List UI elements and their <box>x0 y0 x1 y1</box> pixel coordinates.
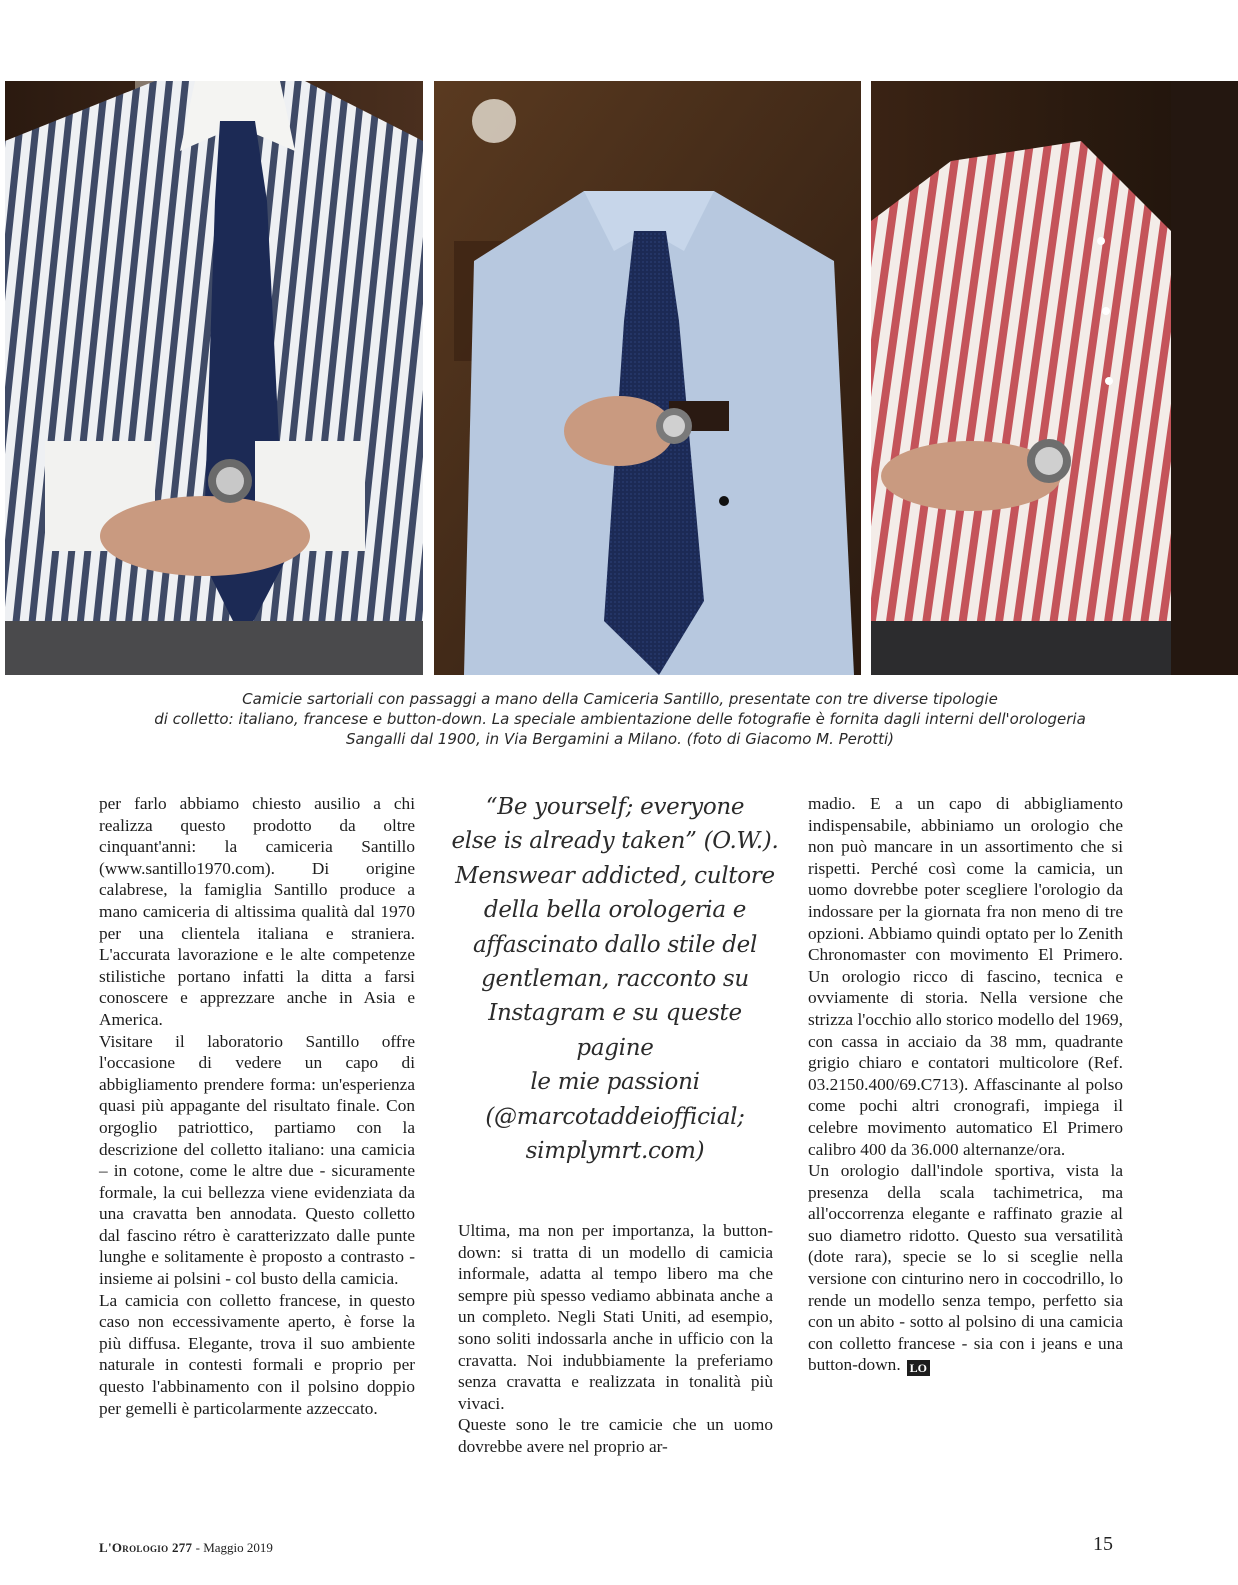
caption-line: di colletto: italiano, francese e button-down. La speciale ambientazione delle fotografie è fornita dagli interni dell'orologeria <box>154 710 1086 728</box>
end-of-article-mark: LO <box>907 1360 930 1376</box>
quote-line: Instagram e su queste pagine <box>488 1000 742 1061</box>
issue-date: Maggio 2019 <box>203 1540 273 1555</box>
paragraph: La camicia con colletto francese, in questo caso non eccessivamente aperto, è forse la più diffusa. Elegante, trova il suo ambiente naturale in contesti formali e proprio per questo l'abbinamento con il polsino doppio per gemelli è particolarmente azzeccato. <box>99 1290 415 1418</box>
paragraph <box>808 1160 1123 1376</box>
paragraph: madio. E a un capo di abbigliamento indispensabile, abbiniamo un orologio che non può mancare in un assortimento che si rispetti. Perché così come la camicia, un uomo dovrebbe poter scegliere l'orologio da indossare per la giornata fra non meno di tre opzioni. Abbiamo quindi optato per lo Zenith Chronomaster con movimento El Primero. Un orologio ricco di fascino, tecnica e ovviamente di storia. Nella versione che strizza l'occhio allo storico modello del 1969, con cassa in acciaio da 38 mm, quadrante grigio chiaro e contatori multicolore (Ref. 03.2150.400/69.C713). Affascinante al polso come pochi altri cronografi, impiega il celebre movimento automatico El Primero calibro 400 da 36.000 alternanze/ora. <box>808 794 1123 1159</box>
quote-line: Menswear addicted, cultore <box>455 862 775 889</box>
photo-button-down-illustration <box>871 81 1238 675</box>
quote-line: “Be yourself; everyone <box>485 794 745 820</box>
quote-line: simplymrt.com) <box>525 1138 705 1165</box>
article-column-1 <box>99 793 415 1419</box>
paragraph: Ultima, ma non per importanza, la button-down: si tratta di un modello di camicia informale, adatta al tempo libero ma che sempre più spesso vediamo abbinata anche a un completo. Negli Stati Uniti, ad esempio, sono soliti indossarla anche in ufficio con la cravatta. Noi indubbiamente la preferiamo senza cravatta e realizzata in tonalità più vivaci. <box>458 1221 773 1413</box>
article-column-3 <box>808 793 1123 1376</box>
paragraph: Visitare il laboratorio Santillo offre l'occasione di vedere un capo di abbigliamento prendere forma: un'esperienza quasi più appagante del risultato finale. Con orgoglio patriottico, partiamo con la descrizione del colletto italiano: una camicia – in cotone, come le altre due - sicuramente formale, la cui bellezza viene evidenziata da una cravatta ben annodata. Questo colletto dal fascino rétro è caratterizzato dalle punte lunghe e solitamente è proposto a contrasto - insieme ai polsini - col busto della camicia. <box>99 1031 415 1289</box>
page-number: 15 <box>1093 1533 1113 1555</box>
article-column-2 <box>458 1220 773 1458</box>
quote-line: le mie passioni <box>530 1069 700 1096</box>
paragraph: Queste sono le tre camicie che un uomo dovrebbe avere nel proprio ar- <box>458 1415 773 1456</box>
photo-italian-collar-shirt <box>5 81 423 675</box>
photo-caption <box>100 689 1140 749</box>
caption-line: Sangalli dal 1900, in Via Bergamini a Milano. (foto di Giacomo M. Perotti) <box>345 730 895 748</box>
author-pull-quote <box>450 790 780 1168</box>
footer-separator: - <box>192 1540 204 1555</box>
page-footer <box>99 1540 273 1556</box>
photo-french-collar-shirt <box>434 81 861 675</box>
caption-line: Camicie sartoriali con passaggi a mano della Camiceria Santillo, presentate con tre diverse tipologie <box>242 690 998 708</box>
quote-line: else is already taken” (O.W.). <box>451 828 779 855</box>
quote-line: (@marcotaddeiofficial; <box>485 1103 745 1130</box>
quote-line: affascinato dallo stile del <box>473 931 757 958</box>
photo-button-down-shirt <box>871 81 1238 675</box>
photo-italian-collar-illustration <box>5 81 423 675</box>
paragraph-text: Un orologio dall'indole sportiva, vista la presenza della scala tachimetrica, ma all'occorrenza elegante e raffinato grazie al suo diametro ridotto. Questo sua versatilità (dote rara), specie se lo si sceglie nella versione con cinturino nero in coccodrillo, lo rende un modello senza tempo, perfetto sia con un abito - sotto al polsino di una camicia con colletto francese - sia con i jeans e una button-down. <box>808 1161 1123 1375</box>
quote-line: della bella orologeria e <box>483 897 747 924</box>
quote-line: gentleman, racconto su <box>481 966 749 993</box>
magazine-issue: L'Orologio 277 <box>99 1540 193 1555</box>
photo-french-collar-illustration <box>434 81 861 675</box>
paragraph: per farlo abbiamo chiesto ausilio a chi realizza questo prodotto da oltre cinquant'anni: la camiceria Santillo (www.santillo1970.com). Di origine calabrese, la famiglia Santillo produce a mano camiceria di altissima qualità dal 1970 per una clientela italiana e straniera. L'accurata lavorazione e le alte competenze stilistiche portano infatti la ditta a farsi conoscere e apprezzare anche in Asia e America. <box>99 794 415 1029</box>
